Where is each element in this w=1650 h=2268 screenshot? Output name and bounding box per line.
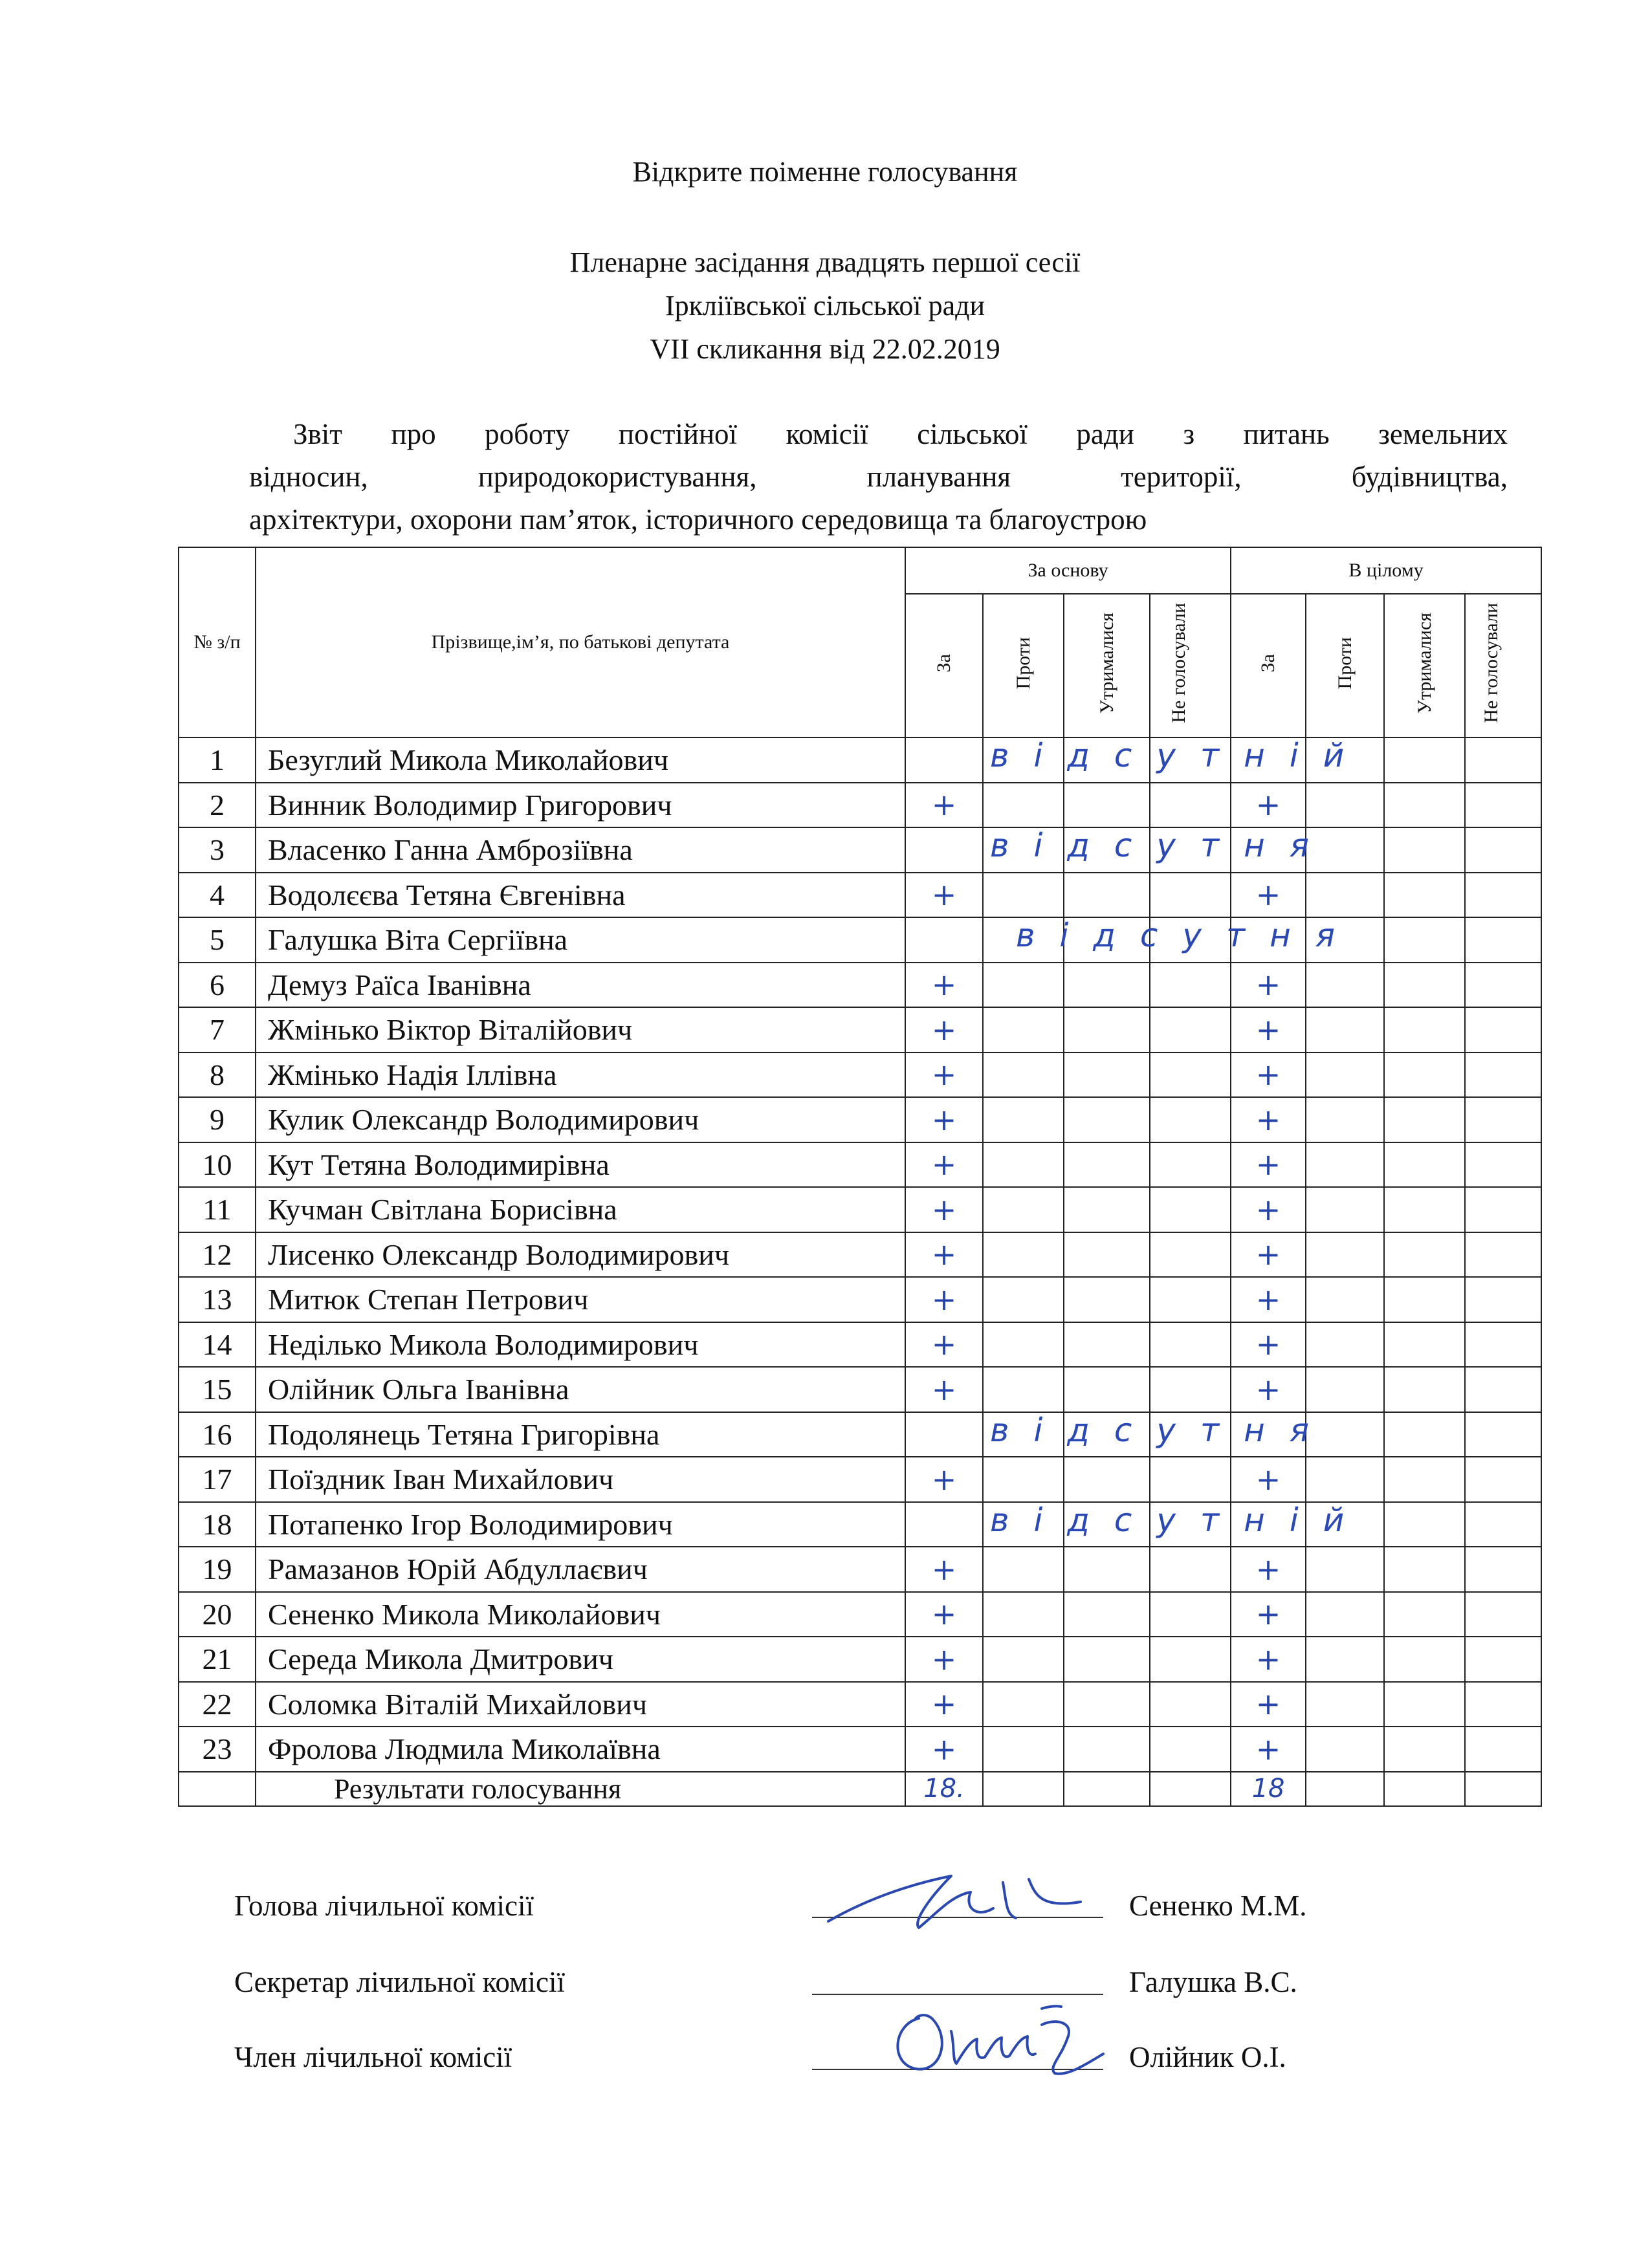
deputy-name: Неділько Микола Володимирович bbox=[256, 1322, 905, 1368]
vote-mark-whole: + bbox=[1231, 1142, 1306, 1188]
row-number: 6 bbox=[179, 963, 256, 1008]
vote-mark-basis: + bbox=[905, 1007, 983, 1052]
chair-signature bbox=[822, 1857, 1106, 1947]
group-header-basis: За основу bbox=[905, 547, 1231, 594]
table-row bbox=[179, 1367, 1541, 1412]
deputy-name: Подолянець Тетяна Григорівна bbox=[256, 1412, 905, 1457]
council-name: Ірклiївської сільської ради bbox=[665, 290, 985, 322]
subcol-not-voted: Не голосували bbox=[1150, 594, 1231, 737]
subcol-against: Проти bbox=[983, 594, 1064, 737]
table-row bbox=[179, 1187, 1541, 1232]
result-whole-for: 18 bbox=[1231, 1772, 1306, 1806]
vote-mark-whole: + bbox=[1231, 1682, 1306, 1727]
deputy-name: Жмінько Віктор Віталійович bbox=[256, 1007, 905, 1052]
row-number: 3 bbox=[179, 827, 256, 873]
table-row bbox=[179, 1502, 1541, 1547]
row-number: 15 bbox=[179, 1367, 256, 1412]
deputy-name: Поїздник Іван Михайлович bbox=[256, 1457, 905, 1502]
row-number: 4 bbox=[179, 873, 256, 918]
table-row bbox=[179, 1592, 1541, 1637]
vote-mark-basis: + bbox=[905, 1187, 983, 1232]
table-row bbox=[179, 917, 1541, 963]
table-row bbox=[179, 783, 1541, 828]
vote-mark-basis: + bbox=[905, 1322, 983, 1368]
vote-mark-whole: + bbox=[1231, 1727, 1306, 1772]
row-number: 23 bbox=[179, 1727, 256, 1772]
absent-note: відсутній bbox=[990, 737, 1369, 774]
table-row bbox=[179, 1457, 1541, 1502]
vote-mark-basis: + bbox=[905, 1637, 983, 1682]
vote-mark-basis: + bbox=[905, 1277, 983, 1322]
table-row bbox=[179, 1412, 1541, 1457]
voting-table bbox=[178, 547, 1542, 1807]
row-number: 20 bbox=[179, 1592, 256, 1637]
vote-mark-basis: + bbox=[905, 1052, 983, 1098]
deputy-name: Рамазанов Юрій Абдуллаєвич bbox=[256, 1547, 905, 1592]
agenda-line-1: Звіт про роботу постійної комісії сільської ради з питань земельних bbox=[293, 418, 1508, 450]
member-role: Член лічильної комісії bbox=[234, 2041, 512, 2073]
deputy-name: Кулик Олександр Володимирович bbox=[256, 1097, 905, 1142]
row-number: 21 bbox=[179, 1637, 256, 1682]
vote-mark-whole: + bbox=[1231, 783, 1306, 828]
vote-mark-whole: + bbox=[1231, 1277, 1306, 1322]
table-row bbox=[179, 1232, 1541, 1278]
vote-mark-basis: + bbox=[905, 1367, 983, 1412]
vote-mark-basis: + bbox=[905, 873, 983, 918]
row-number: 13 bbox=[179, 1277, 256, 1322]
row-number: 16 bbox=[179, 1412, 256, 1457]
chair-name: Сененко М.М. bbox=[1129, 1890, 1307, 1922]
secretary-role: Секретар лічильної комісії bbox=[234, 1966, 565, 1998]
result-basis-for: 18. bbox=[905, 1772, 983, 1806]
vote-mark-whole: + bbox=[1231, 1097, 1306, 1142]
absent-note: відсутня bbox=[990, 1411, 1334, 1449]
deputy-name: Олійник Ольга Іванівна bbox=[256, 1367, 905, 1412]
group-header-whole: В цілому bbox=[1231, 547, 1541, 594]
row-number: 11 bbox=[179, 1187, 256, 1232]
deputy-name: Сененко Микола Миколайович bbox=[256, 1592, 905, 1637]
vote-mark-basis: + bbox=[905, 1592, 983, 1637]
absent-note: відсутня bbox=[990, 827, 1334, 864]
deputy-name: Демуз Раїса Іванівна bbox=[256, 963, 905, 1008]
deputy-name: Середа Микола Дмитрович bbox=[256, 1637, 905, 1682]
document-title: Відкрите поіменне голосування bbox=[632, 156, 1018, 188]
row-number: 22 bbox=[179, 1682, 256, 1727]
vote-mark-basis: + bbox=[905, 963, 983, 1008]
row-number: 17 bbox=[179, 1457, 256, 1502]
row-number: 12 bbox=[179, 1232, 256, 1278]
absent-note: відсутній bbox=[990, 1501, 1369, 1539]
row-number: 14 bbox=[179, 1322, 256, 1368]
results-label: Результати голосування bbox=[256, 1772, 905, 1806]
vote-mark-basis: + bbox=[905, 1232, 983, 1278]
vote-mark-whole: + bbox=[1231, 1367, 1306, 1412]
vote-mark-whole: + bbox=[1231, 1007, 1306, 1052]
table-row bbox=[179, 1277, 1541, 1322]
vote-mark-whole: + bbox=[1231, 1322, 1306, 1368]
secretary-name: Галушка В.С. bbox=[1129, 1966, 1297, 1998]
vote-mark-whole: + bbox=[1231, 1637, 1306, 1682]
vote-mark-whole: + bbox=[1231, 963, 1306, 1008]
convocation-date: VII скликання від 22.02.2019 bbox=[650, 333, 1000, 365]
deputy-name: Винник Володимир Григорович bbox=[256, 783, 905, 828]
subcol-for: За bbox=[905, 594, 983, 737]
deputy-name: Митюк Степан Петрович bbox=[256, 1277, 905, 1322]
vote-mark-whole: + bbox=[1231, 873, 1306, 918]
agenda-line-2: відносин, природокористування, планування території, будівництва, bbox=[249, 461, 1508, 493]
chair-role: Голова лічильної комісії bbox=[234, 1890, 534, 1922]
agenda-item bbox=[249, 413, 1508, 541]
vote-mark-basis: + bbox=[905, 1457, 983, 1502]
row-number: 18 bbox=[179, 1502, 256, 1547]
vote-mark-whole: + bbox=[1231, 1592, 1306, 1637]
vote-mark-basis: + bbox=[905, 1097, 983, 1142]
deputy-name: Лисенко Олександр Володимирович bbox=[256, 1232, 905, 1278]
table-row bbox=[179, 1727, 1541, 1772]
row-number: 8 bbox=[179, 1052, 256, 1098]
row-number: 9 bbox=[179, 1097, 256, 1142]
row-number: 19 bbox=[179, 1547, 256, 1592]
deputy-name: Потапенко Ігор Володимирович bbox=[256, 1502, 905, 1547]
table-row bbox=[179, 1142, 1541, 1188]
vote-mark-basis: + bbox=[905, 1727, 983, 1772]
table-row bbox=[179, 873, 1541, 918]
deputy-name: Фролова Людмила Миколаївна bbox=[256, 1727, 905, 1772]
deputy-name: Власенко Ганна Амброзіївна bbox=[256, 827, 905, 873]
deputy-name: Жмінько Надія Іллівна bbox=[256, 1052, 905, 1098]
table-row bbox=[179, 827, 1541, 873]
subcol-abstained: Утрималися bbox=[1064, 594, 1150, 737]
row-number: 5 bbox=[179, 917, 256, 963]
vote-mark-whole: + bbox=[1231, 1232, 1306, 1278]
row-number: 7 bbox=[179, 1007, 256, 1052]
vote-mark-whole: + bbox=[1231, 1187, 1306, 1232]
table-row bbox=[179, 1007, 1541, 1052]
row-number: 1 bbox=[179, 737, 256, 783]
vote-mark-whole: + bbox=[1231, 1547, 1306, 1592]
deputy-name: Галушка Віта Сергіївна bbox=[256, 917, 905, 963]
table-row bbox=[179, 1547, 1541, 1592]
member-signature bbox=[880, 1992, 1126, 2096]
table-row bbox=[179, 1682, 1541, 1727]
vote-mark-basis: + bbox=[905, 1682, 983, 1727]
table-row bbox=[179, 1097, 1541, 1142]
subcol-not-voted: Не голосували bbox=[1465, 594, 1541, 737]
table-row bbox=[179, 737, 1541, 783]
deputy-name: Безуглий Микола Миколайович bbox=[256, 737, 905, 783]
col-header-name: Прізвище,ім’я, по батькові депутата bbox=[256, 547, 905, 737]
vote-mark-whole: + bbox=[1231, 1457, 1306, 1502]
member-name: Олійник О.І. bbox=[1129, 2041, 1286, 2073]
vote-mark-basis: + bbox=[905, 1547, 983, 1592]
subcol-abstained: Утрималися bbox=[1384, 594, 1465, 737]
deputy-name: Соломка Віталій Михайлович bbox=[256, 1682, 905, 1727]
vote-mark-whole: + bbox=[1231, 1052, 1306, 1098]
deputy-name: Кучман Світлана Борисівна bbox=[256, 1187, 905, 1232]
table-row bbox=[179, 1322, 1541, 1368]
agenda-line-3: архітектури, охорони пам’яток, історичного середовища та благоустрою bbox=[249, 503, 1147, 536]
row-number: 10 bbox=[179, 1142, 256, 1188]
vote-mark-basis: + bbox=[905, 783, 983, 828]
subcol-against: Проти bbox=[1306, 594, 1384, 737]
session-line-1: Пленарне засідання двадцять першої сесії bbox=[569, 246, 1081, 278]
table-row bbox=[179, 1637, 1541, 1682]
deputy-name: Кут Тетяна Володимирівна bbox=[256, 1142, 905, 1188]
voting-table-body bbox=[179, 737, 1541, 1772]
subcol-for: За bbox=[1231, 594, 1306, 737]
row-number: 2 bbox=[179, 783, 256, 828]
vote-mark-basis: + bbox=[905, 1142, 983, 1188]
absent-note: відсутня bbox=[1016, 917, 1359, 954]
table-row bbox=[179, 1052, 1541, 1098]
table-row bbox=[179, 963, 1541, 1008]
col-header-number: № з/п bbox=[179, 547, 256, 737]
deputy-name: Водолєєва Тетяна Євгенівна bbox=[256, 873, 905, 918]
